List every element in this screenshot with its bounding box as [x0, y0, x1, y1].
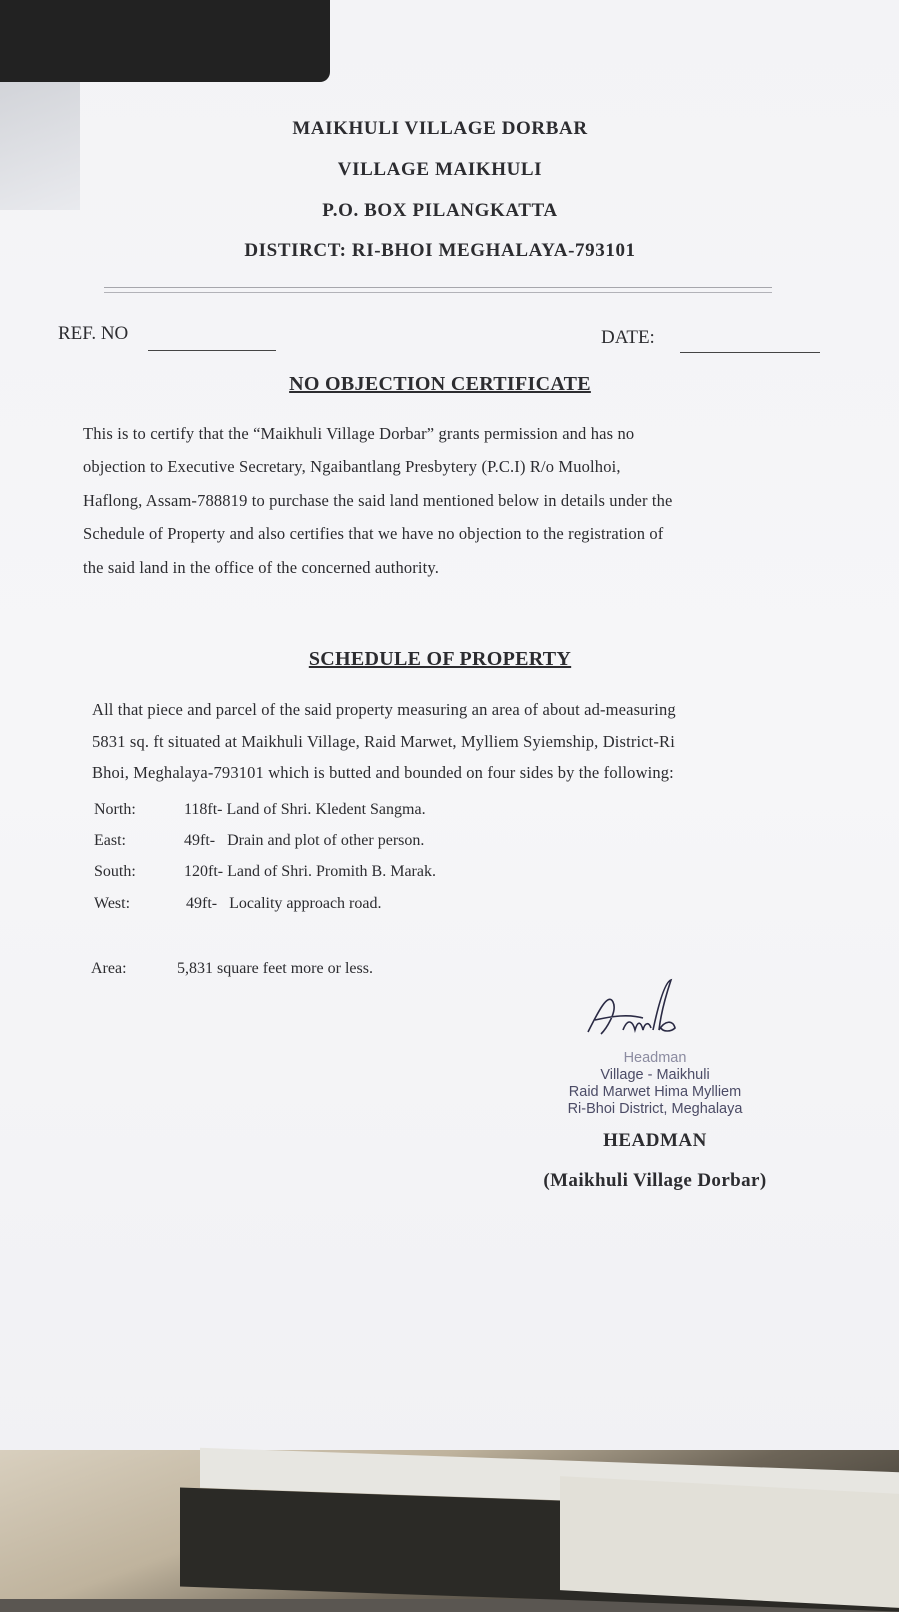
headman-stamp: [520, 1050, 790, 1118]
boundary-north-label: North:: [94, 801, 136, 818]
certificate-line: This is to certify that the “Maikhuli Village Dorbar” grants permission and has no: [83, 424, 635, 443]
date-label: DATE:: [601, 327, 655, 348]
certificate-line: Schedule of Property and also certifies that we have no objection to the registration of: [83, 524, 664, 543]
schedule-line: Bhoi, Meghalaya-793101 which is butted and bounded on four sides by the following:: [92, 763, 674, 782]
boundary-south-desc: 120ft- Land of Shri. Promith B. Marak.: [184, 863, 436, 880]
boundary-west-label: West:: [94, 895, 131, 912]
paper-edge-light: [560, 1476, 899, 1608]
header-village: VILLAGE MAIKHULI: [337, 159, 543, 180]
boundary-west-desc: 49ft- Locality approach road.: [186, 895, 382, 912]
header-po-box: P.O. BOX PILANGKATTA: [322, 200, 558, 221]
boundary-east-label: East:: [94, 832, 126, 849]
schedule-line: 5831 sq. ft situated at Maikhuli Village, Raid Marwet, Mylliem Syiemship, District-Ri: [92, 732, 675, 751]
boundary-north-desc: 118ft- Land of Shri. Kledent Sangma.: [184, 801, 426, 818]
header-divider: [104, 287, 772, 293]
header-district: DISTIRCT: RI-BHOI MEGHALAYA-793101: [244, 240, 636, 261]
stamp-line: Village - Maikhuli: [600, 1067, 710, 1083]
certificate-line: objection to Executive Secretary, Ngaibantlang Presbytery (P.C.I) R/o Muolhoi,: [83, 457, 621, 476]
stamp-line: Raid Marwet Hima Mylliem: [568, 1084, 742, 1100]
certificate-line: Haflong, Assam-788819 to purchase the said land mentioned below in details under the: [83, 491, 673, 510]
boundary-south-label: South:: [94, 863, 136, 880]
date-blank: [680, 352, 820, 353]
stamp-line: Ri-Bhoi District, Meghalaya: [567, 1101, 743, 1117]
boundary-east-desc: 49ft- Drain and plot of other person.: [184, 832, 425, 849]
signatory-org: (Maikhuli Village Dorbar): [543, 1170, 767, 1191]
ref-no-blank: [148, 350, 276, 351]
headman-signature: [583, 972, 703, 1052]
schedule-title: SCHEDULE OF PROPERTY: [308, 648, 572, 670]
schedule-line: All that piece and parcel of the said property measuring an area of about ad-measuring: [92, 700, 676, 719]
signatory-title: HEADMAN: [603, 1130, 707, 1151]
area-value: 5,831 square feet more or less.: [177, 960, 373, 977]
header-org-name: MAIKHULI VILLAGE DORBAR: [292, 118, 588, 139]
ref-no-label: REF. NO: [58, 323, 129, 344]
certificate-title: NO OBJECTION CERTIFICATE: [289, 373, 591, 395]
area-label: Area:: [91, 960, 127, 977]
stamp-line: Headman: [623, 1050, 687, 1066]
certificate-line: the said land in the office of the concerned authority.: [83, 558, 439, 577]
